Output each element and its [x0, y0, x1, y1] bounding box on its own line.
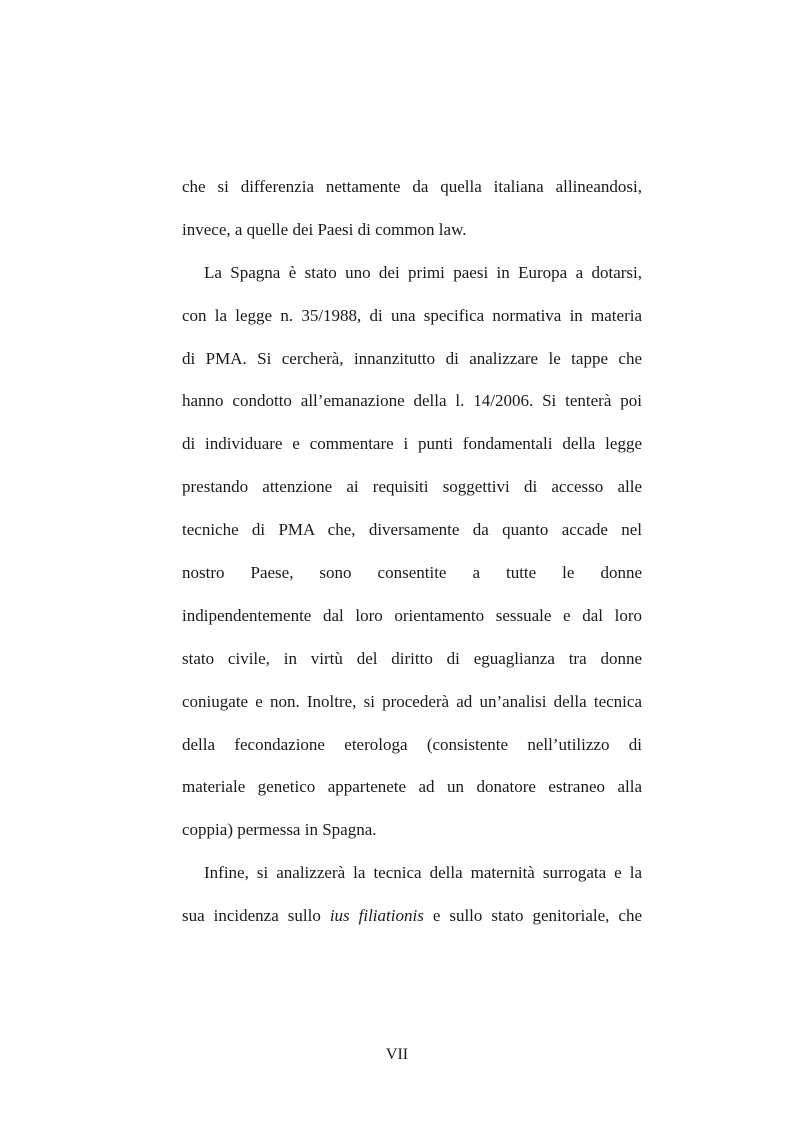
text-line: di PMA. Si cercherà, innanzitutto di analizzare le tappe che: [182, 348, 642, 368]
italic-term: ius filiationis: [329, 906, 424, 926]
text-line: tecniche di PMA che, diversamente da quanto accade nel: [182, 520, 642, 540]
text-line: della fecondazione eterologa (consistente nell’utilizzo di: [182, 734, 642, 754]
text-line: di individuare e commentare i punti fondamentali della legge: [182, 434, 642, 454]
page-number: VII: [385, 1046, 409, 1063]
text-line: con la legge n. 35/1988, di una specifica normativa in materia: [182, 305, 642, 325]
text-segment: sua incidenza sullo: [182, 906, 330, 926]
text-line: materiale genetico appartenete ad un donatore estraneo alla: [182, 777, 642, 797]
text-line: coniugate e non. Inoltre, si procederà ad un’analisi della tecnica: [182, 691, 642, 711]
paragraph-3: [182, 852, 642, 938]
text-line: prestando attenzione ai requisiti soggettivi di accesso alle: [182, 477, 642, 497]
text-line: La Spagna è stato uno dei primi paesi in Europa a dotarsi,: [204, 262, 642, 282]
text-line-with-italic: [182, 895, 642, 938]
paragraph-1: [182, 166, 642, 252]
text-line: che si differenzia nettamente da quella italiana allineandosi,: [182, 177, 642, 196]
text-line: Infine, si analizzerà la tecnica della maternità surrogata e la: [204, 863, 642, 883]
text-line: coppia) permessa in Spagna.: [182, 820, 377, 840]
body-text: [182, 166, 642, 938]
text-line: hanno condotto all’emanazione della l. 14/2006. Si tenterà poi: [182, 391, 642, 411]
text-line: invece, a quelle dei Paesi di common law.: [182, 219, 467, 239]
paragraph-2: [182, 252, 642, 852]
text-line: indipendentemente dal loro orientamento sessuale e dal loro: [182, 605, 642, 625]
text-segment: e sullo stato genitoriale, che: [423, 906, 642, 926]
text-line: stato civile, in virtù del diritto di eguaglianza tra donne: [182, 648, 642, 668]
text-line: nostro Paese, sono consentite a tutte le donne: [182, 563, 642, 583]
